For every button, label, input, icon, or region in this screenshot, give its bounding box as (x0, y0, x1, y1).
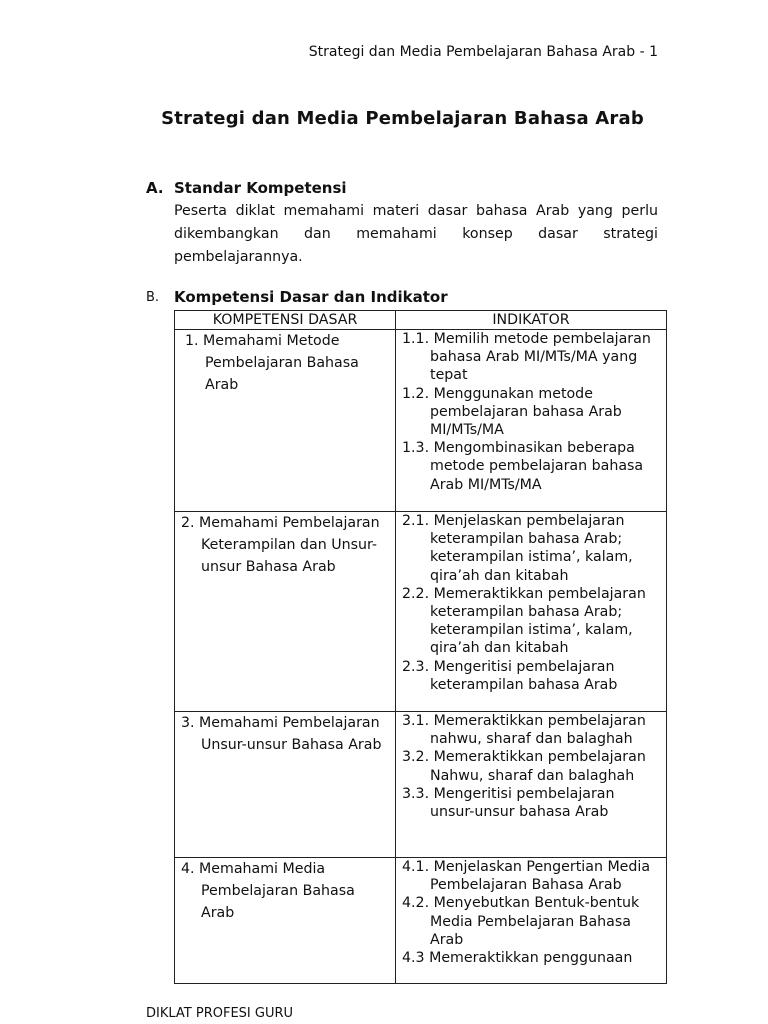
running-header: Strategi dan Media Pembelajaran Bahasa Arab - 1 (308, 44, 658, 60)
competency-table (174, 310, 667, 984)
kd-text: 2. Memahami Pembelajaran Keterampilan dan Unsur-unsur Bahasa Arab (181, 515, 380, 575)
header-kompetensi-dasar: KOMPETENSI DASAR (175, 311, 396, 330)
indicator-item: 2.2. Memeraktikkan pembelajaran keterampilan bahasa Arab; keterampilan istima’, kalam, qira’ah dan kitabah (402, 585, 646, 657)
indicator-item: 3.2. Memeraktikkan pembelajaran Nahwu, sharaf dan balaghah (402, 749, 646, 784)
indicator-cell (396, 712, 667, 858)
kd-cell (175, 712, 396, 858)
indicator-cell (396, 512, 667, 712)
page-title: Strategi dan Media Pembelajaran Bahasa Arab (161, 108, 644, 129)
section-b-title: Kompetensi Dasar dan Indikator (174, 288, 448, 306)
indicator-item: 3.3. Mengeritisi pembelajaran unsur-unsur bahasa Arab (402, 785, 615, 821)
kd-text: 1. Memahami Metode Pembelajaran Bahasa Arab (185, 333, 359, 393)
section-a-body: Peserta diklat memahami materi dasar bahasa Arab yang perlu dikembangkan dan memahami konsep dasar strategi pembelajarannya. (174, 203, 658, 265)
section-a-title: Standar Kompetensi (174, 179, 347, 197)
kd-text: 3. Memahami Pembelajaran Unsur-unsur Bahasa Arab (181, 715, 382, 753)
section-b-label: B. (146, 290, 160, 305)
indicator-cell (396, 858, 667, 984)
page-footer: DIKLAT PROFESI GURU (146, 1006, 294, 1021)
indicator-item: 2.1. Menjelaskan pembelajaran keterampilan bahasa Arab; keterampilan istima’, kalam, qira’ah dan kitabah (402, 513, 633, 584)
header-indikator: INDIKATOR (396, 311, 667, 330)
indicator-cell (396, 330, 667, 512)
indicator-item: 2.3. Mengeritisi pembelajaran keterampilan bahasa Arab (402, 658, 618, 693)
indicator-item: 1.3. Mengombinasikan beberapa metode pembelajaran bahasa Arab MI/MTs/MA (402, 440, 644, 493)
section-a-label: A. (146, 179, 164, 197)
indicator-item: 3.1. Memeraktikkan pembelajaran nahwu, sharaf dan balaghah (402, 713, 646, 748)
table-header-row (175, 311, 667, 330)
table-row (175, 512, 667, 712)
table-row (175, 858, 667, 984)
indicator-item: 1.1. Memilih metode pembelajaran bahasa Arab MI/MTs/MA yang tepat (402, 331, 651, 384)
indicator-item: 4.2. Menyebutkan Bentuk-bentuk Media Pembelajaran Bahasa Arab (402, 895, 640, 948)
kd-cell (175, 330, 396, 512)
kd-cell (175, 858, 396, 984)
indicator-item: 1.2. Menggunakan metode pembelajaran bahasa Arab MI/MTs/MA (402, 385, 622, 439)
table-row (175, 712, 667, 858)
indicator-item: 4.3 Memeraktikkan penggunaan (402, 950, 633, 967)
kd-text: 4. Memahami Media Pembelajaran Bahasa Arab (181, 861, 355, 921)
kd-cell (175, 512, 396, 712)
table-row (175, 330, 667, 512)
indicator-item: 4.1. Menjelaskan Pengertian Media Pembelajaran Bahasa Arab (402, 859, 651, 894)
